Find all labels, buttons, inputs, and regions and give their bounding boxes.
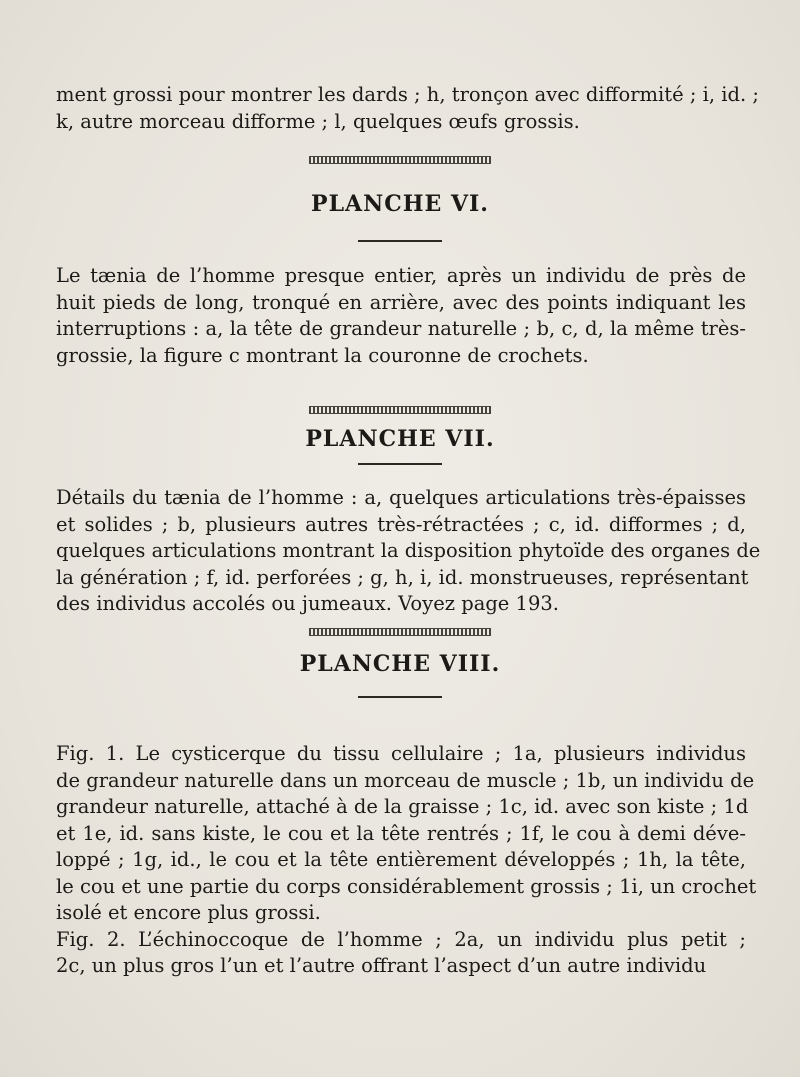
text-line: Fig. 1. Le cysticerque du tissu cellulaire ; 1a, plusieurs individus (56, 742, 746, 765)
heading-planche-viii: PLANCHE VIII. (299, 651, 501, 677)
text-line: et solides ; b, plusieurs autres très-rétractées ; c, id. difformes ; d, (56, 512, 746, 536)
text-line: quelques articulations montrant la disposition phytoïde des organes de (56, 539, 761, 562)
text-line: loppé ; 1g, id., le cou et la tête entièrement développés ; 1h, la tête, (56, 848, 746, 871)
text-line: 2c, un plus gros l’un et l’autre offrant l’aspect d’un autre individu (56, 954, 707, 977)
ornament-divider (309, 628, 491, 636)
ornament-divider (309, 156, 491, 164)
planche-viii-paragraph (56, 741, 757, 980)
text-line: isolé et encore plus grossi. (56, 901, 321, 924)
text-line: ment grossi pour montrer les dards ; h, tronçon avec difformité ; i, id. ; (56, 83, 759, 106)
text-line: Le tænia de l’homme presque entier, après un individu de près de (56, 264, 746, 287)
text-line: interruptions : a, la tête de grandeur naturelle ; b, c, d, la même très- (56, 317, 746, 340)
planche-vii-paragraph (56, 485, 761, 618)
text-line: k, autre morceau difforme ; l, quelques œufs grossis. (56, 109, 580, 133)
text-line: Fig. 2. L’échinoccoque de l’homme ; 2a, un individu plus petit ; (56, 927, 746, 951)
text-line: le cou et une partie du corps considérablement grossis ; 1i, un crochet (56, 874, 757, 898)
top-paragraph (56, 82, 759, 135)
text-line: huit pieds de long, tronqué en arrière, avec des points indiquant les (56, 290, 746, 314)
text-line: la génération ; f, id. perforées ; g, h, i, id. monstrueuses, représentant (56, 565, 749, 589)
text-line: des individus accolés ou jumeaux. Voyez page 193. (56, 592, 559, 615)
heading-underline (358, 240, 442, 242)
heading-planche-vi: PLANCHE VI. (311, 191, 489, 217)
heading-planche-vii: PLANCHE VII. (305, 426, 495, 452)
ornament-divider (309, 406, 491, 414)
text-line: de grandeur naturelle dans un morceau de muscle ; 1b, un individu de (56, 768, 755, 792)
heading-underline (358, 463, 442, 465)
text-line: grandeur naturelle, attaché à de la graisse ; 1c, id. avec son kiste ; 1d (56, 795, 749, 818)
heading-underline (358, 696, 442, 698)
text-line: grossie, la figure c montrant la couronne de crochets. (56, 343, 589, 367)
text-line: et 1e, id. sans kiste, le cou et la tête rentrés ; 1f, le cou à demi déve- (56, 821, 746, 845)
text-line: Détails du tænia de l’homme : a, quelques articulations très-épaisses (56, 486, 746, 509)
planche-vi-paragraph (56, 263, 746, 369)
